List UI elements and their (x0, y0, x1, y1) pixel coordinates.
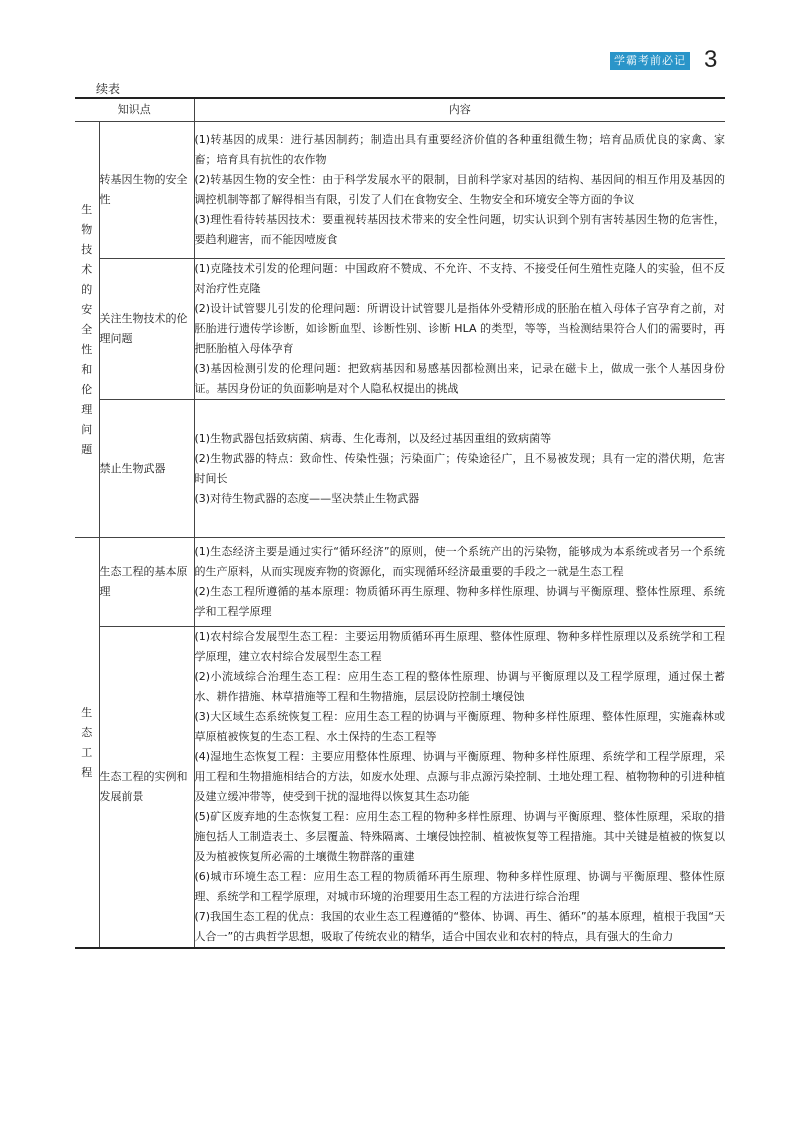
table-row (75, 259, 725, 400)
content-line: (2)生物武器的特点：致命性、传染性强；污染面广；传染途径广，且不易被发现；具有一定的潜伏期，危害时间长 (194, 451, 725, 485)
content-line: (1)农村综合发展型生态工程：主要运用物质循环再生原理、整体性原理、物种多样性原理以及系统学和工程学原理，建立农村综合发展型生态工程 (194, 630, 725, 663)
knowledge-point-cell: 禁止生物武器 (99, 400, 194, 538)
continued-label: 续表 (96, 82, 121, 96)
content-line: (3)对待生物武器的态度——坚决禁止生物武器 (194, 491, 420, 505)
knowledge-table (75, 97, 725, 949)
content-line: (2)生态工程所遵循的基本原理：物质循环再生原理、物种多样性原理、协调与平衡原理、整体性原理、系统学和工程学原理 (194, 585, 725, 618)
table-row (75, 538, 725, 627)
header-knowledge-point: 知识点 (75, 98, 194, 122)
category-cell (75, 538, 99, 949)
header-tag: 学霸考前必记 (610, 52, 690, 70)
category-label: 生物技术的安全性和伦理问题 (81, 202, 93, 456)
table-header-row (75, 98, 725, 122)
knowledge-point-cell: 生态工程的基本原理 (99, 538, 194, 627)
table-row (75, 627, 725, 949)
content-line: (1)生物武器包括致病菌、病毒、生化毒剂，以及经过基因重组的致病菌等 (194, 431, 552, 445)
content-line: (1)生态经济主要是通过实行“循环经济”的原则，使一个系统产出的污染物，能够成为本系统或者另一个系统的生产原料，从而实现废弃物的资源化，而实现循环经济最重要的手段之一就是生态工程 (194, 545, 725, 578)
content-line: (3)理性看待转基因技术：要重视转基因技术带来的安全性问题，切实认识到个别有害转基因生物的危害性，要趋利避害，而不能因噎废食 (194, 213, 725, 246)
table-row (75, 400, 725, 538)
content-line: (6)城市环境生态工程：应用生态工程的物质循环再生原理、物种多样性原理、协调与平衡原理、整体性原理、系统学和工程学原理，对城市环境的治理要用生态工程的方法进行综合治理 (194, 870, 725, 903)
page-number: 3 (704, 46, 718, 73)
content-line: (4)湿地生态恢复工程：主要应用整体性原理、协调与平衡原理、物种多样性原理、系统学和工程学原理，采用工程和生物措施相结合的方法，如废水处理、点源与非点源污染控制、土地处理工程、植物物种的引进种植及建立缓冲带等，使受到干扰的湿地得以恢复其生态功能 (194, 750, 725, 803)
content-cell (194, 538, 725, 627)
content-line: (7)我国生态工程的优点：我国的农业生态工程遵循的“整体、协调、再生、循环”的基本原理，植根于我国“天人合一”的古典哲学思想，吸取了传统农业的精华，适合中国农业和农村的特点，具有强大的生命力 (194, 910, 725, 943)
table-row (75, 122, 725, 259)
content-line: (1)克隆技术引发的伦理问题：中国政府不赞成、不允许、不支持、不接受任何生殖性克隆人的实验，但不反对治疗性克隆 (194, 262, 725, 295)
content-cell (194, 259, 725, 400)
header-content: 内容 (194, 98, 725, 122)
knowledge-point-cell: 生态工程的实例和发展前景 (99, 627, 194, 949)
content-line: (3)基因检测引发的伦理问题：把致病基因和易感基因都检测出来，记录在磁卡上，做成一张个人基因身份证。基因身份证的负面影响是对个人隐私权提出的挑战 (194, 362, 725, 395)
content-line: (2)小流域综合治理生态工程：应用生态工程的整体性原理、协调与平衡原理以及工程学原理，通过保土蓄水、耕作措施、林草措施等工程和生物措施，层层设防控制土壤侵蚀 (194, 670, 725, 703)
content-line: (2)设计试管婴儿引发的伦理问题：所谓设计试管婴儿是指体外受精形成的胚胎在植入母体子宫孕育之前，对胚胎进行遗传学诊断，如诊断血型、诊断性别、诊断 HLA 的类型，等等，当检测结果符合人们的需要时，再把胚胎植入母体孕育 (194, 302, 725, 355)
content-cell (194, 400, 725, 538)
content-line: (3)大区域生态系统恢复工程：应用生态工程的协调与平衡原理、物种多样性原理、整体性原理，实施森林或草原植被恢复的生态工程、水土保持的生态工程等 (194, 710, 725, 743)
knowledge-point-cell: 转基因生物的安全性 (99, 122, 194, 259)
category-label: 生态工程 (81, 705, 93, 779)
knowledge-point-cell: 关注生物技术的伦理问题 (99, 259, 194, 400)
category-cell (75, 122, 99, 538)
content-line: (5)矿区废弃地的生态恢复工程：应用生态工程的物种多样性原理、协调与平衡原理、整体性原理，采取的措施包括人工制造表土、多层覆盖、特殊隔离、土壤侵蚀控制、植被恢复等工程措施。其中关键是植被的恢复以及为植被恢复所必需的土壤微生物群落的重建 (194, 810, 725, 863)
content-line: (2)转基因生物的安全性：由于科学发展水平的限制，目前科学家对基因的结构、基因间的相互作用及基因的调控机制等都了解得相当有限，引发了人们在食物安全、生物安全和环境安全等方面的争议 (194, 173, 725, 206)
content-cell (194, 627, 725, 949)
content-cell (194, 122, 725, 259)
content-line: (1)转基因的成果：进行基因制药；制造出具有重要经济价值的各种重组微生物；培育品质优良的家禽、家畜；培育具有抗性的农作物 (194, 133, 725, 166)
